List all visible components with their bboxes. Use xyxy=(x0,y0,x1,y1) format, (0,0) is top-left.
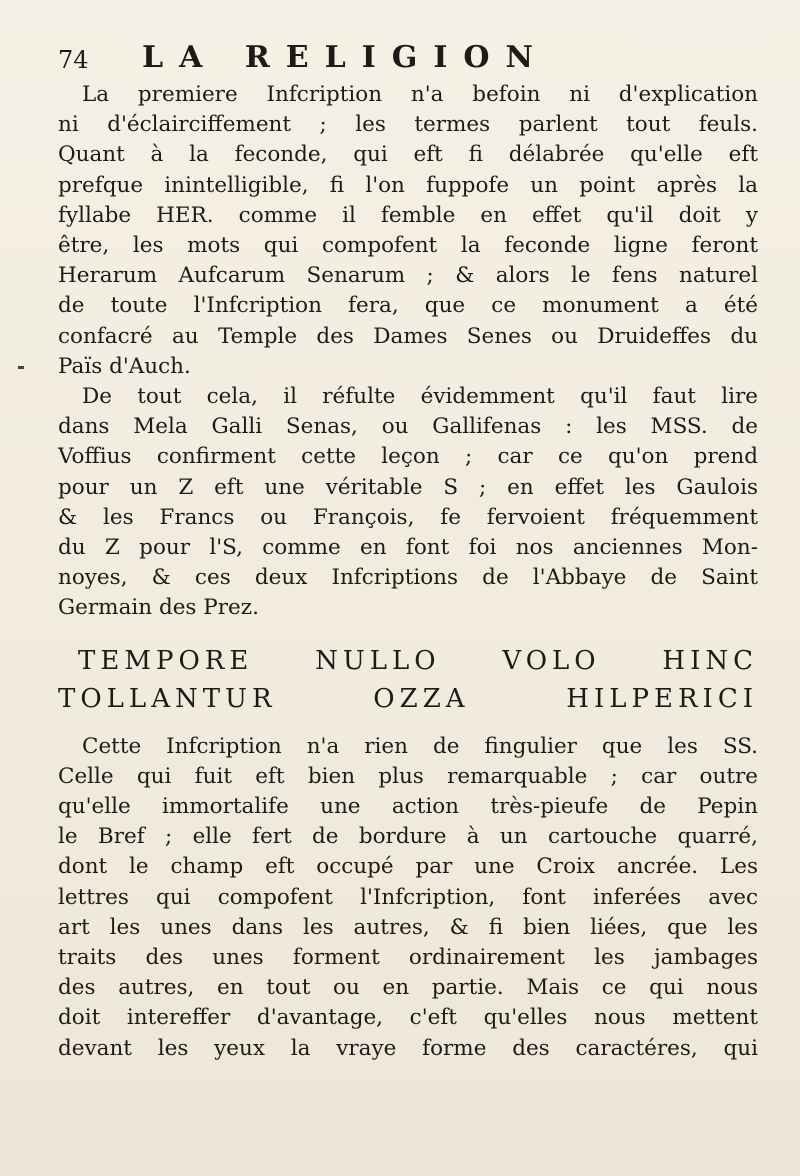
text-line: prefque inintelligible, fi l'on fuppofe un point après la xyxy=(58,172,758,198)
running-head xyxy=(58,40,758,80)
running-title: LA RELIGION xyxy=(142,40,549,75)
margin-mark xyxy=(18,366,24,369)
page-number: 74 xyxy=(58,46,89,74)
text-line: Herarum Aufcarum Senarum ; & alors le fens naturel xyxy=(58,263,758,289)
text-line: lettres qui compofent l'Infcription, font inferées avec xyxy=(58,884,758,910)
text-line: devant les yeux la vraye forme des caractéres, qui xyxy=(58,1035,758,1061)
text-line: le Bref ; elle fert de bordure à un cartouche quarré, xyxy=(58,824,758,850)
text-line: De tout cela, il réfulte évidemment qu'il faut lire xyxy=(82,384,758,410)
text-line: pour un Z eft une véritable S ; en effet les Gaulois xyxy=(58,474,758,500)
text-line: qu'elle immortalife une action très-pieufe de Pepin xyxy=(58,794,758,820)
body-text xyxy=(58,80,758,1064)
text-line: Celle qui fuit eft bien plus remarquable ; car outre xyxy=(58,763,758,789)
text-line: fyllabe HER. comme il femble en effet qu'il doit y xyxy=(58,202,758,228)
text-line: Païs d'Auch. xyxy=(58,353,191,379)
text-line: noyes, & ces deux Infcriptions de l'Abbaye de Saint xyxy=(58,565,758,591)
paragraph-1 xyxy=(58,80,758,382)
text-line: des autres, en tout ou en partie. Mais ce qui nous xyxy=(58,975,758,1001)
text-line: & les Francs ou François, fe fervoient fréquemment xyxy=(58,504,758,530)
text-line: Germain des Prez. xyxy=(58,595,259,621)
text-line: art les unes dans les autres, & fi bien liées, que les xyxy=(58,914,758,940)
text-line: La premiere Infcription n'a befoin ni d'explication xyxy=(82,82,758,107)
inscription-line: TOLLANTUR OZZA HILPERICI xyxy=(58,683,758,714)
text-line: du Z pour l'S, comme en font foi nos anciennes Mon- xyxy=(58,535,758,561)
text-line: Quant à la feconde, qui eft fi délabrée qu'elle eft xyxy=(58,142,758,168)
text-line: Cette Infcription n'a rien de fingulier que les SS. xyxy=(82,733,758,759)
inscription-line: TEMPORE NULLO VOLO HINC xyxy=(78,645,758,676)
text-line: doit intereffer d'avantage, c'eft qu'elles nous mettent xyxy=(58,1005,758,1031)
text-line: de toute l'Infcription fera, que ce monument a été xyxy=(58,293,758,319)
inscription-block xyxy=(58,642,758,718)
text-line: dans Mela Galli Senas, ou Gallifenas : les MSS. de xyxy=(58,414,758,440)
paragraph-2 xyxy=(58,382,758,624)
text-line: traits des unes forment ordinairement les jambages xyxy=(58,945,758,971)
text-line: ni d'éclairciffement ; les termes parlent tout feuls. xyxy=(58,112,758,138)
text-line: confacré au Temple des Dames Senes ou Druideffes du xyxy=(58,323,758,349)
paragraph-3 xyxy=(58,732,758,1064)
text-line: être, les mots qui compofent la feconde ligne feront xyxy=(58,233,758,259)
text-line: dont le champ eft occupé par une Croix ancrée. Les xyxy=(58,854,758,880)
text-line: Voffius confirment cette leçon ; car ce qu'on prend xyxy=(58,444,758,470)
